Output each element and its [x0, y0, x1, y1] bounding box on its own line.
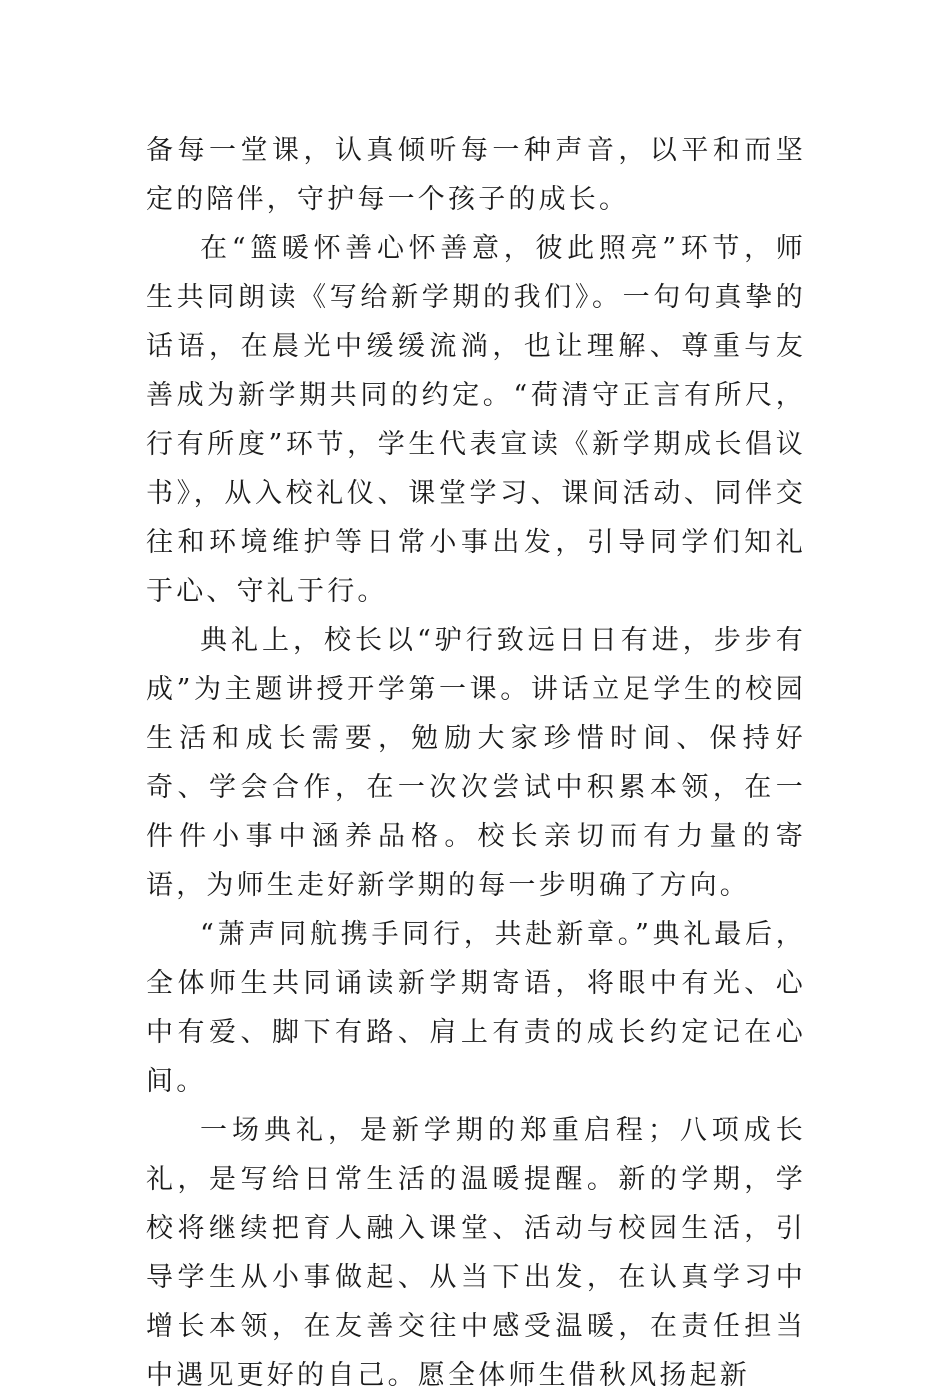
paragraph-1: 备每一堂课，认真倾听每一种声音，以平和而坚定的陪伴，守护每一个孩子的成长。: [146, 135, 806, 215]
paragraph-4: “萧声同航携手同行，共赴新章。”典礼最后，全体师生共同诵读新学期寄语，将眼中有光、心中有爱、脚下有路、肩上有责的成长约定记在心间。: [146, 919, 806, 1097]
paragraph-2: 在“篮暖怀善心怀善意，彼此照亮”环节，师生共同朗读《写给新学期的我们》。一句句真挚的话语，在晨光中缓缓流淌，也让理解、尊重与友善成为新学期共同的约定。“荷清守正言有所尺，行有所度”环节，学生代表宣读《新学期成长倡议书》，从入校礼仪、课堂学习、课间活动、同伴交往和环境维护等日常小事出发，引导同学们知礼于心、守礼于行。: [146, 233, 806, 607]
document-body: [146, 126, 806, 1400]
paragraph-5: 一场典礼，是新学期的郑重启程；八项成长礼，是写给日常生活的温暖提醒。新的学期，学校将继续把育人融入课堂、活动与校园生活，引导学生从小事做起、从当下出发，在认真学习中增长本领，在友善交往中感受温暖，在责任担当中遇见更好的自己。愿全体师生借秋风扬起新: [146, 1115, 806, 1391]
paragraph-3: 典礼上，校长以“驴行致远日日有进，步步有成”为主题讲授开学第一课。讲话立足学生的校园生活和成长需要，勉励大家珍惜时间、保持好奇、学会合作，在一次次尝试中积累本领，在一件件小事中涵养品格。校长亲切而有力量的寄语，为师生走好新学期的每一步明确了方向。: [146, 625, 806, 901]
